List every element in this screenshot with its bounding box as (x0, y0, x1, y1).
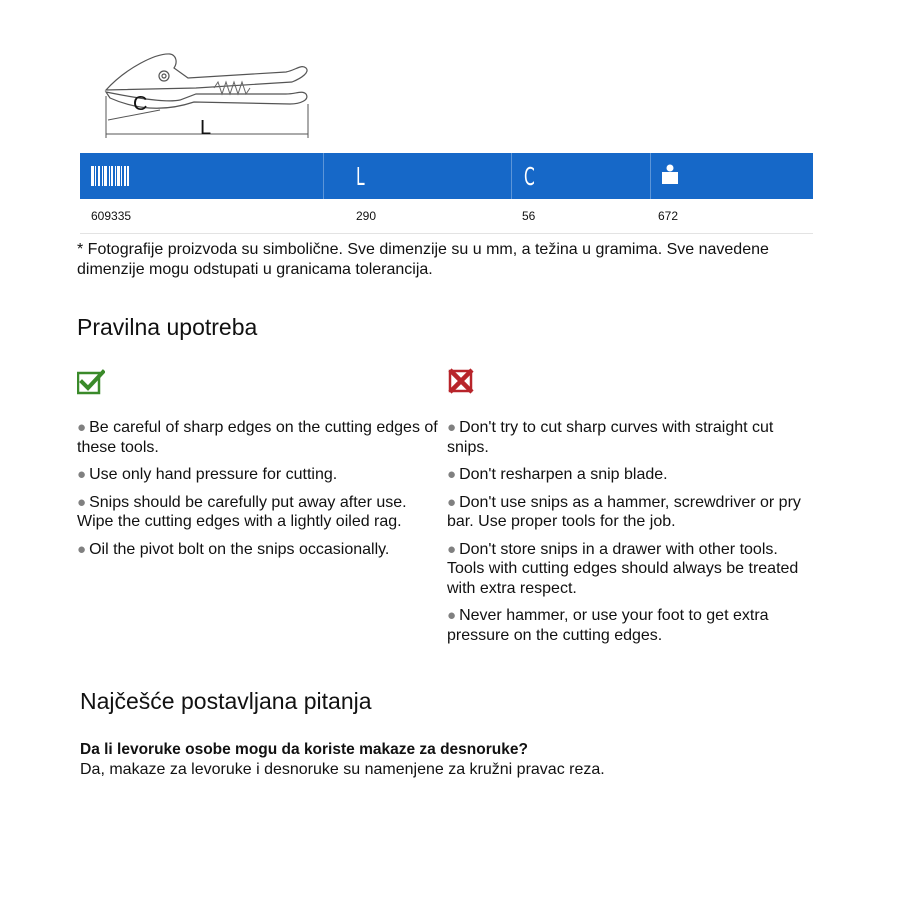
do-list (77, 418, 439, 567)
list-item: ● Snips should be carefully put away after use. Wipe the cutting edges with a lightly oiled rag. (77, 493, 407, 530)
weight-icon (661, 164, 679, 189)
spec-table-header (80, 153, 813, 199)
list-item: ● Don't use snips as a hammer, screwdriver or pry bar. Use proper tools for the job. (447, 493, 801, 530)
length-value: 290 (356, 209, 377, 223)
list-item: ● Don't resharpen a snip blade. (447, 466, 668, 483)
list-item: ● Don't try to cut sharp curves with straight cut snips. (447, 419, 774, 456)
bullet-icon: ● (77, 466, 87, 483)
dont-list (447, 418, 817, 653)
table-row (80, 199, 813, 234)
list-item: ● Be careful of sharp edges on the cutting edges of these tools. (77, 419, 438, 456)
bullet-icon: ● (77, 419, 87, 436)
usage-title: Pravilna upotreba (77, 314, 258, 340)
bullet-icon: ● (447, 607, 457, 624)
bullet-icon: ● (77, 493, 87, 511)
barcode-icon (91, 166, 129, 186)
list-item: ● Oil the pivot bolt on the snips occasionally. (77, 540, 390, 558)
list-item: ● Never hammer, or use your foot to get extra pressure on the cutting edges. (447, 607, 769, 644)
bullet-icon: ● (447, 540, 457, 558)
length-icon: L (356, 161, 365, 191)
faq-answer: Da, makaze za levoruke i desnoruke su namenjene za kružni pravac reza. (80, 761, 605, 778)
cross-icon (448, 368, 474, 399)
faq-title: Najčešće postavljana pitanja (80, 688, 372, 714)
checkmark-icon (77, 369, 105, 400)
article-code: 609335 (91, 209, 132, 223)
cut-length-header (512, 153, 650, 199)
weight-header (651, 153, 813, 199)
weight-value: 672 (658, 209, 679, 223)
cut-length-icon: C (524, 161, 535, 191)
dimension-c-label: C (133, 93, 148, 115)
list-item: ● Use only hand pressure for cutting. (77, 466, 338, 483)
snips-dimension-diagram (96, 48, 316, 140)
barcode-header (80, 153, 323, 199)
cut-length-value: 56 (522, 209, 536, 223)
bullet-icon: ● (77, 540, 87, 558)
bullet-icon: ● (447, 493, 457, 511)
faq-question: Da li levoruke osobe mogu da koriste makaze za desnoruke? (80, 741, 528, 758)
bullet-icon: ● (447, 466, 457, 483)
list-item: ● Don't store snips in a drawer with other tools. Tools with cutting edges should always be treated with extra respect. (447, 540, 799, 597)
length-header (324, 153, 511, 199)
spec-table (80, 153, 813, 234)
bullet-icon: ● (447, 419, 457, 436)
disclaimer-note: * Fotografije proizvoda su simbolične. Sve dimenzije su u mm, a težina u gramima. Sve navedene dimenzije mogu odstupati u granicama tolerancija. (77, 241, 769, 278)
dimension-l-label: L (200, 117, 212, 139)
